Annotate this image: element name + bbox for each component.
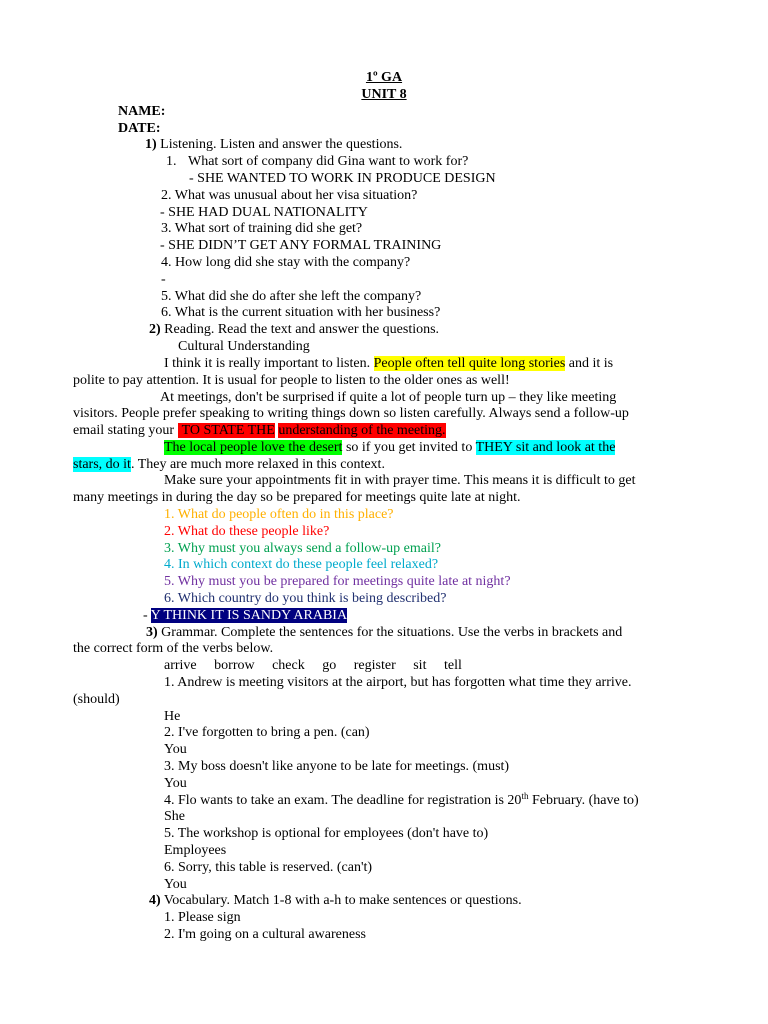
section-vocabulary-heading — [149, 892, 522, 909]
listening-answer-2: - SHE HAD DUAL NATIONALITY — [160, 205, 368, 220]
reading-paragraph-2: At meetings, don't be surprised if quite a lot of people turn up – they like meeting — [160, 390, 617, 405]
section-title: Grammar. Complete the sentences for the situations. Use the verbs in brackets and — [161, 625, 623, 640]
section-title: Listening. Listen and answer the questions. — [160, 137, 403, 152]
verb: tell — [443, 658, 462, 673]
grammar-item-6-subject: You — [164, 877, 187, 892]
highlight-green: The local people love the desert — [164, 440, 343, 455]
listening-question-5: 5. What did she do after she left the company? — [161, 289, 422, 304]
text-run: . They are much more relaxed in this context. — [130, 457, 385, 472]
grammar-item-2: 2. I've forgotten to bring a pen. (can) — [164, 725, 370, 740]
reading-paragraph-1 — [164, 355, 613, 372]
section-title: Reading. Read the text and answer the questions. — [164, 322, 440, 337]
grammar-item-5: 5. The workshop is optional for employees (don't have to) — [164, 826, 489, 841]
listening-question-3: 3. What sort of training did she get? — [161, 221, 363, 236]
reading-paragraph-4-cont: many meetings in during the day so be prepared for meetings quite late at night. — [73, 490, 521, 505]
reading-paragraph-3 — [164, 439, 615, 456]
verb: check — [272, 658, 305, 673]
superscript: th — [521, 791, 529, 801]
vocabulary-item-2: 2. I'm going on a cultural awareness — [164, 927, 366, 942]
verb: arrive — [164, 658, 197, 673]
listening-answer-4: - — [161, 272, 166, 287]
text-run: and it is — [565, 356, 614, 371]
grammar-item-4-subject: She — [164, 809, 185, 824]
section-reading-heading — [149, 321, 439, 338]
verb: go — [322, 658, 337, 673]
text-run: 4. Flo wants to take an exam. The deadline for registration is 20 — [164, 793, 522, 808]
listening-question-1 — [166, 153, 468, 170]
grammar-item-3: 3. My boss doesn't like anyone to be late for meetings. (must) — [164, 759, 510, 774]
grammar-item-4 — [164, 792, 639, 809]
section-grammar-heading-cont: the correct form of the verbs below. — [73, 641, 274, 656]
listening-answer-1: - SHE WANTED TO WORK IN PRODUCE DESIGN — [189, 171, 496, 186]
section-listening-heading — [145, 136, 402, 153]
highlight-red-answer: TO STATE THE — [178, 423, 275, 438]
text-run: so if you get invited to — [342, 440, 476, 455]
text-run: email stating your — [73, 423, 175, 438]
section-number: 2) — [149, 322, 161, 337]
listening-answer-3: - SHE DIDN’T GET ANY FORMAL TRAINING — [160, 238, 442, 253]
grammar-item-3-subject: You — [164, 776, 187, 791]
text-run: February. (have to) — [528, 793, 639, 808]
reading-question-4: 4. In which context do these people feel relaxed? — [164, 557, 439, 572]
section-title: Vocabulary. Match 1-8 with a-h to make sentences or questions. — [163, 893, 522, 908]
reading-paragraph-3-cont — [73, 456, 385, 473]
section-grammar-heading — [146, 624, 622, 641]
listening-question-6: 6. What is the current situation with her business? — [161, 305, 441, 320]
reading-paragraph-1-cont: polite to pay attention. It is usual for people to listen to the older ones as well! — [73, 373, 510, 388]
reading-paragraph-2-cont: visitors. People prefer speaking to writing things down so listen carefully. Always send a follow-up — [73, 406, 629, 421]
reading-paragraph-4: Make sure your appointments fit in with prayer time. This means it is difficult to get — [164, 473, 636, 488]
section-number: 4) — [149, 893, 161, 908]
highlight-cyan: stars, do it — [73, 457, 131, 472]
highlight-yellow: People often tell quite long stories — [373, 356, 566, 371]
grammar-item-2-subject: You — [164, 742, 187, 757]
reading-question-6: 6. Which country do you think is being described? — [164, 591, 447, 606]
verb: sit — [413, 658, 427, 673]
question-number: 1. — [166, 154, 177, 169]
text-run: I think it is really important to listen. — [164, 356, 371, 371]
listening-question-4: 4. How long did she stay with the company? — [161, 255, 411, 270]
reading-question-2: 2. What do these people like? — [164, 524, 330, 539]
document-title: 1º GA — [365, 70, 403, 85]
grammar-item-1-subject: He — [164, 709, 181, 724]
reading-question-5: 5. Why must you be prepared for meetings quite late at night? — [164, 574, 511, 589]
question-text: What sort of company did Gina want to work for? — [188, 154, 469, 169]
grammar-item-1: 1. Andrew is meeting visitors at the airport, but has forgotten what time they arrive. — [164, 675, 632, 690]
vocabulary-item-1: 1. Please sign — [164, 910, 241, 925]
grammar-item-6: 6. Sorry, this table is reserved. (can't) — [164, 860, 373, 875]
verb: borrow — [214, 658, 255, 673]
highlight-navy-answer: Y THINK IT IS SANDY ARABIA — [150, 608, 348, 623]
verb: register — [353, 658, 396, 673]
grammar-item-5-subject: Employees — [164, 843, 227, 858]
section-number: 3) — [146, 625, 158, 640]
highlight-cyan-answer: THEY sit and look at the — [475, 440, 616, 455]
reading-answer-6 — [143, 607, 347, 624]
unit-title: UNIT 8 — [361, 87, 407, 102]
name-field: NAME: — [118, 104, 166, 119]
reading-question-3: 3. Why must you always send a follow-up email? — [164, 541, 441, 556]
highlight-red: understanding of the meeting. — [278, 423, 446, 438]
listening-question-2: 2. What was unusual about her visa situation? — [161, 188, 418, 203]
grammar-item-1-cont: (should) — [73, 692, 120, 707]
reading-paragraph-2-end — [73, 422, 446, 439]
reading-question-1: 1. What do people often do in this place? — [164, 507, 394, 522]
section-number: 1) — [145, 137, 157, 152]
date-field: DATE: — [118, 121, 161, 136]
reading-subtitle: Cultural Understanding — [178, 339, 310, 354]
verb-list — [164, 657, 462, 674]
answer-dash: - — [143, 608, 151, 623]
